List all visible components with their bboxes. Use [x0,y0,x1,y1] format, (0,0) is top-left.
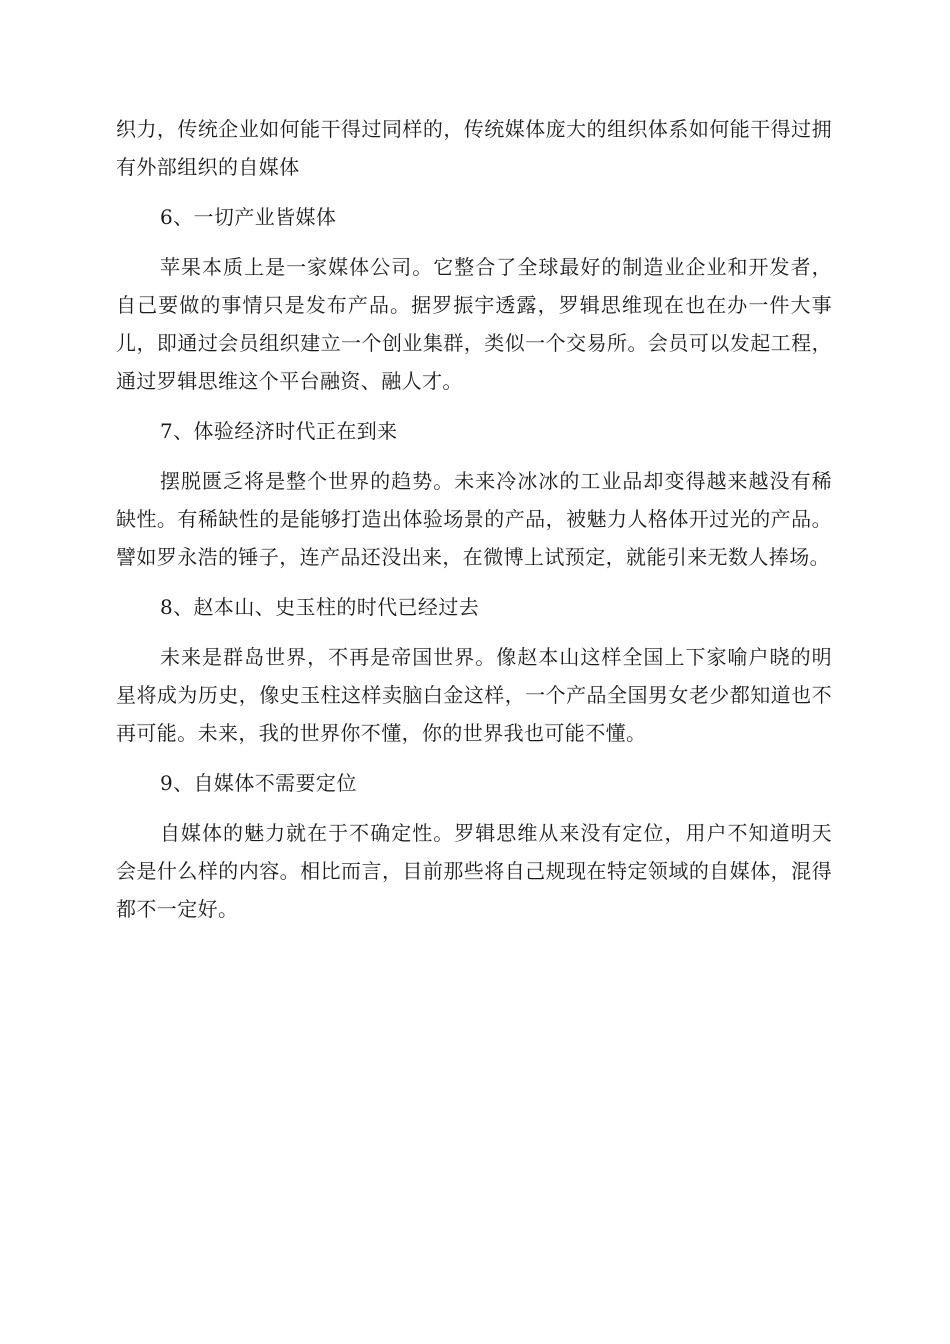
section-heading-8: 8、赵本山、史玉柱的时代已经过去 [160,595,480,619]
section-heading-9: 9、自媒体不需要定位 [160,771,357,795]
paragraph-6: 苹果本质上是一家媒体公司。它整合了全球最好的制造业企业和开发者，自己要做的事情只是发布产品。据罗振宇透露，罗辑思维现在也在办一件大事儿，即通过会员组织建立一个创业集群，类似一个交易所。会员可以发起工程，通过罗辑思维这个平台融资、融人才。 [116,255,832,393]
section-heading-6: 6、一切产业皆媒体 [160,205,337,229]
paragraph-intro: 织力，传统企业如何能干得过同样的，传统媒体庞大的组织体系如何能干得过拥有外部组织的自媒体 [116,117,832,179]
spacer [116,450,832,462]
spacer [116,186,832,198]
spacer [116,400,832,412]
spacer [116,576,832,588]
paragraph-7: 摆脱匮乏将是整个世界的趋势。未来冷冰冰的工业品却变得越来越没有稀缺性。有稀缺性的是能够打造出体验场景的产品，被魅力人格体开过光的产品。譬如罗永浩的锤子，连产品还没出来，在微博上试预定，就能引来无数人捧场。 [116,469,832,569]
spacer [116,626,832,638]
spacer [116,236,832,248]
section-heading-7: 7、体验经济时代正在到来 [160,419,398,443]
spacer [116,752,832,764]
paragraph-8: 未来是群岛世界，不再是帝国世界。像赵本山这样全国上下家喻户晓的明星将成为历史，像史玉柱这样卖脑白金这样，一个产品全国男女老少都知道也不再可能。未来，我的世界你不懂，你的世界我也可能不懂。 [116,645,832,745]
spacer [116,802,832,814]
paragraph-9: 自媒体的魅力就在于不确定性。罗辑思维从来没有定位，用户不知道明天会是什么样的内容。相比而言，目前那些将自己规现在特定领域的自媒体，混得都不一定好。 [116,821,832,921]
document-body [116,110,832,928]
